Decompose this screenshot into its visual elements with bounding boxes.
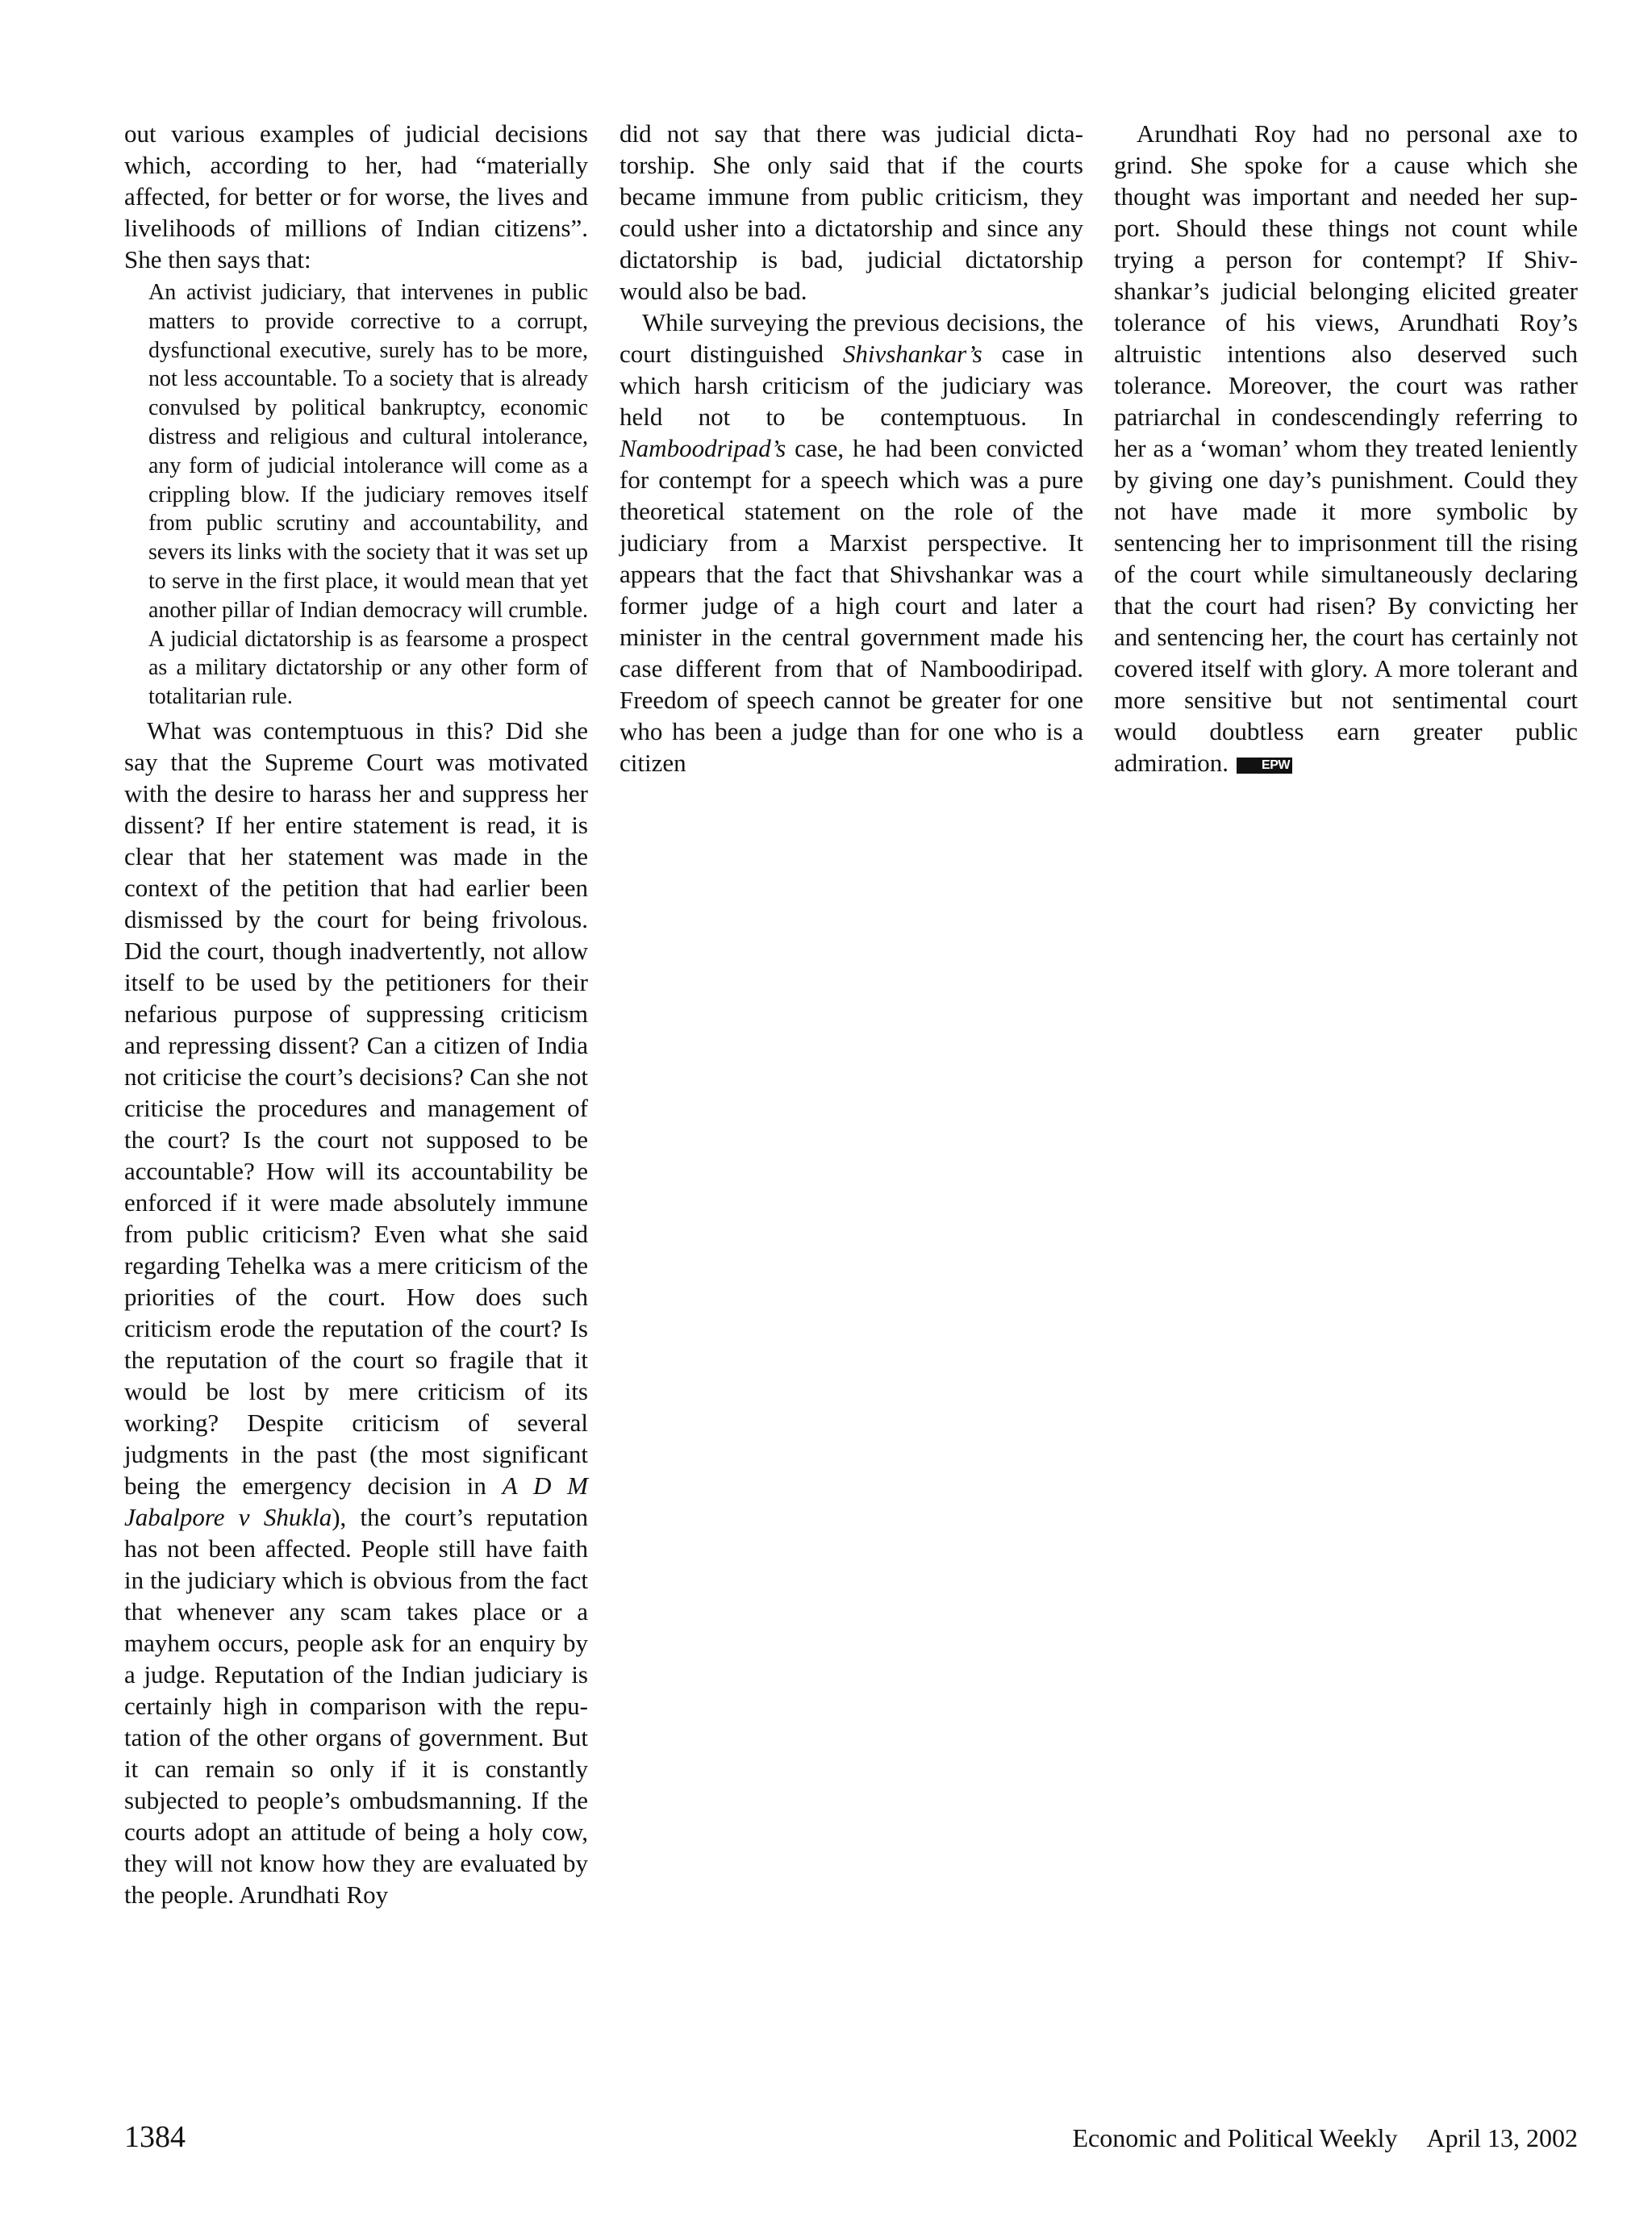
journal-name: Economic and Political Weekly bbox=[1072, 2123, 1398, 2152]
paragraph bbox=[1114, 118, 1578, 778]
text-run: Arundhati Roy had no personal axe to grind. She spoke for a cause which she thought was important and needed her support. Should these things not count while trying a person for contempt? If Shivshankar’s judicial belonging elicited greater tolerance of his views, Arundhati Roy’s altruistic intentions also deserved such tolerance. Moreover, the court was rather patriarchal in condescendingly referring to her as a ‘woman’ whom they treated leniently by giving one day’s punishment. Could they not have made it more symbolic by sentencing her to imprisonment till the rising of the court while simultaneously declaring that the court had risen? By convicting her and sentencing her, the court has certainly not covered itself with glory. A more tolerant and more sensitive but not sentimental court would doubtless earn greater public admiration. bbox=[1114, 119, 1578, 777]
paragraph bbox=[124, 715, 588, 1910]
issue-date: April 13, 2002 bbox=[1426, 2123, 1578, 2152]
page-number: 1384 bbox=[124, 2120, 186, 2154]
block-quote: An activist judiciary, that intervenes in public matters to provide corrective to a corrupt, dysfunctional executive, surely has to be more, not less accountable. To a society that is already convulsed by political bankruptcy, economic distress and religious and cultural intolerance, any form of judicial intolerance will come as a crippling blow. If the judiciary removes itself from public scrutiny and accountability, and severs its links with the society that it was set up to serve in the first place, it would mean that yet another pillar of Indian democracy will crumble. A judicial dictatorship is as fearsome a prospect as a military dictatorship or any other form of totalitarian rule. bbox=[148, 280, 589, 710]
paragraph bbox=[620, 307, 1083, 778]
paragraph: did not say that there was judicial dictatorship. She only said that if the courts became immune from public criticism, they could usher into a dictatorship and since any dictatorship is bad, judicial dictatorship would also be bad. bbox=[620, 119, 1083, 305]
column-2 bbox=[620, 118, 1083, 778]
case-citation: Shivshankar’s bbox=[842, 340, 982, 368]
case-citation: Namboodripad’s bbox=[620, 434, 786, 462]
text-run: ), the court’s reputation has not been affected. People still have faith in the judiciary which is obvious from the fact that whenever any scam takes place or a mayhem occurs, people ask for an enquiry by a judge. Reputation of the Indian judiciary is certainly high in comparison with the reputation of the other organs of government. But it can remain so only if it is constantly subjected to people’s ombudsmanning. If the courts adopt an attitude of being a holy cow, they will not know how they are evaluated by the people. Arundhati Roy bbox=[124, 1502, 588, 1909]
text-run: case in which harsh criticism of the judiciary was held not to be contemptuous. In bbox=[620, 340, 1083, 431]
column-1 bbox=[124, 118, 588, 1910]
column-3 bbox=[1114, 118, 1578, 778]
epw-logo: EPW bbox=[1237, 758, 1292, 774]
journal-info bbox=[1073, 2123, 1579, 2153]
paragraph: out various examples of judicial decisions which, according to her, had “materially affected, for better or for worse, the lives and livelihoods of millions of Indian citizens”. She then says that: bbox=[124, 119, 588, 273]
text-run: What was contemptuous in this? Did she say that the Supreme Court was motivated with the desire to harass her and suppress her dissent? If her entire statement is read, it is clear that her statement was made in the context of the petition that had earlier been dismissed by the court for being frivolous. Did the court, though inadvertently, not allow itself to be used by the petitioners for their nefarious purpose of suppressing criticism and repressing dissent? Can a citizen of India not criticise the court’s decisions? Can she not criticise the procedures and management of the court? Is the court not supposed to be accountable? How will its accountability be enforced if it were made absolutely immune from public criticism? Even what she said regarding Tehelka was a mere criticism of the priorities of the court. How does such criticism erode the reputation of the court? Is the reputation of the court so fragile that it would be lost by mere criticism of its working? Despite criticism of several judgments in the past (the most significant being the emergency decision in bbox=[124, 716, 588, 1500]
case-citation: A D M Jabalpore v Shukla bbox=[124, 1471, 589, 1531]
text-run: While surveying the previous decisions, the court distinguished bbox=[620, 308, 1083, 368]
page-footer bbox=[124, 2119, 1578, 2155]
text-run: case, he had been convicted for contempt for a speech which was a pure theoretical statement on the role of the judiciary from a Marxist perspective. It appears that the fact that Shivshankar was a former judge of a high court and later a minister in the central government made his case different from that of Namboodiripad. Freedom of speech cannot be greater for one who has been a judge than for one who is a citizen bbox=[620, 434, 1083, 777]
